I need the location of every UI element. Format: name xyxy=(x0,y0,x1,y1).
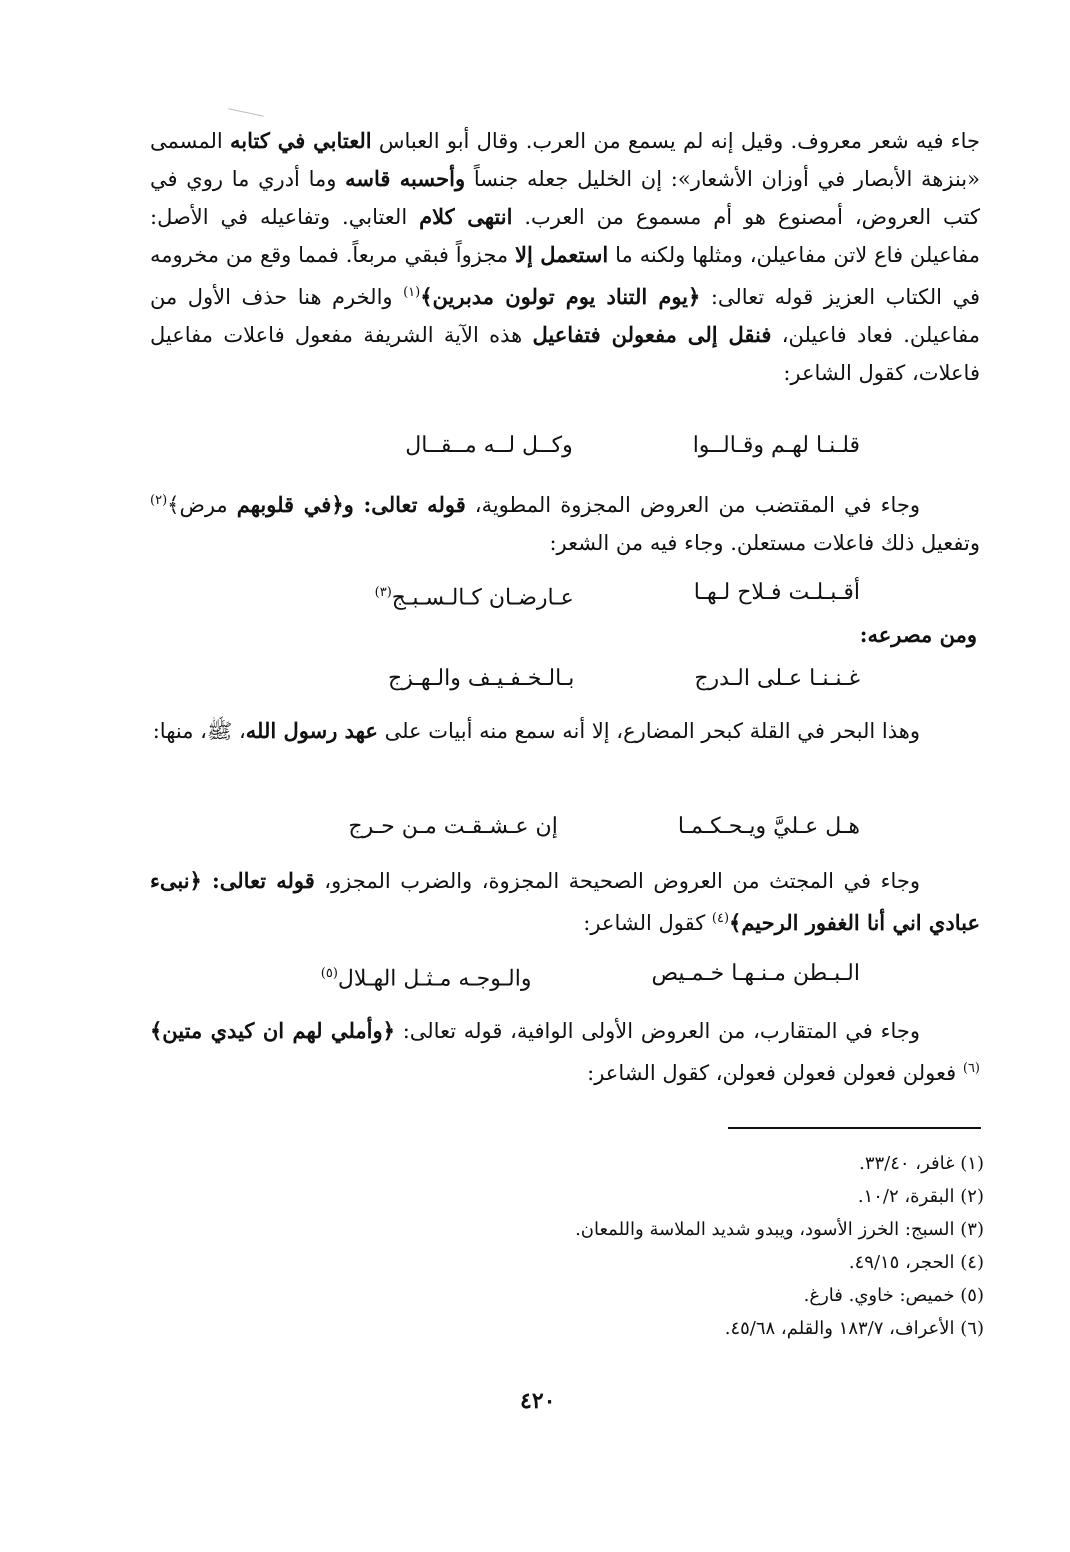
quran-quote: ﴿وأملي لهم ان كيدي متين﴾ xyxy=(150,1018,395,1043)
quran-quote: قوله تعالى: و﴿في قلوبهم xyxy=(236,492,466,517)
text: جاء فيه شعر معروف. وقيل إنه لم يسمع من العرب. وقال أبو العباس xyxy=(371,129,981,153)
section-label: ومن مصرعه: xyxy=(859,622,977,647)
text: وهذا البحر في القلة كبحر المضارع، إلا أنه سمع منه أبيات على xyxy=(377,719,920,743)
footnote-2: (٢) البقرة، ١٠/٢. xyxy=(857,1186,984,1207)
paragraph-2 xyxy=(150,482,980,562)
quran-quote: ﴿يوم التناد يوم تولون مدبرين﴾ xyxy=(420,284,701,309)
footnote-6: (٦) الأعراف، ١٨٣/٧ والقلم، ٤٥/٦٨. xyxy=(724,1318,984,1339)
verse-3 xyxy=(388,660,860,698)
footnotes-list xyxy=(184,1147,984,1345)
footnote-ref: (٢) xyxy=(150,493,168,508)
verse-2 xyxy=(375,574,860,617)
footnote-ref: (٦) xyxy=(962,1061,980,1076)
bold-text: انتهى كلام xyxy=(419,204,513,229)
text: كقول الشاعر: xyxy=(583,911,712,935)
verse-4 xyxy=(348,808,860,846)
text: وجاء في المتقارب، من العروض الأولى الوافية، قوله تعالى: xyxy=(394,1019,920,1043)
footnote-ref: (١) xyxy=(403,285,421,300)
verse-second-wrap xyxy=(375,574,574,617)
text: المسمى «بنزهة الأبصار في أوزان الأشعار»: إن الخليل جعله جنساً xyxy=(150,129,980,191)
bold-text: استعمل إلا xyxy=(515,242,609,267)
verse-first-hemistich: قلـنـا لهـم وقـالــوا xyxy=(692,433,860,458)
bold-text: وأحسبه قاسه xyxy=(345,166,466,191)
footnote-ref: (٣) xyxy=(374,585,392,600)
verse-first-hemistich: أقـبـلـت فـلاح لـهـا xyxy=(693,580,860,605)
footnote-1: (١) غافر، ٣٣/٤٠. xyxy=(859,1153,984,1174)
footnote-3: (٣) السبج: الخرز الأسود، ويبدو شديد الملاسة واللمعان. xyxy=(575,1219,984,1240)
verse-5 xyxy=(321,955,860,998)
verse-second-hemistich: والـوجـه مـثـل الهـلال xyxy=(337,966,532,992)
text: العتابي. وتفاعيله في الأصل: مفاعيلن فاع لاتن مفاعيلن، ومثلها ولكنه ما xyxy=(150,205,980,267)
paragraph-3 xyxy=(150,712,980,750)
verse-first-hemistich: هـل عـليَّ ويـحـكـمـا xyxy=(677,814,860,839)
footnote-ref: (٤) xyxy=(711,911,730,926)
paragraph-5 xyxy=(150,1012,980,1092)
scan-mark xyxy=(228,108,263,116)
quran-quote: قوله تعالى: ﴿نبىء عبادي اني أنا الغفور الرحيم﴾ xyxy=(150,868,980,935)
text: وجاء في المجتث من العروض الصحيحة المجزوة، والضرب المجزو، xyxy=(314,869,920,893)
text: فعولن فعولن فعولن فعولن، كقول الشاعر: xyxy=(587,1061,963,1085)
verse-first-hemistich: غـنـنـا عـلى الـدرج xyxy=(694,666,860,691)
paragraph-4 xyxy=(150,862,980,942)
text: مجزواً فبقي مربعاً. فمما وقع من مخرومه في الكتاب العزيز قوله تعالى: xyxy=(150,243,980,309)
verse-first-hemistich: الـبـطن مـنـهـا خـمـيص xyxy=(651,961,860,986)
verse-1 xyxy=(405,427,860,465)
text: مرض﴾ xyxy=(167,493,237,517)
footnote-ref: (٥) xyxy=(320,966,338,981)
verse-second-wrap xyxy=(321,955,532,998)
footnote-5: (٥) خميص: خاوي. فارغ. xyxy=(803,1285,984,1306)
bold-text: العتابي في كتابه xyxy=(230,128,372,153)
text: والخرم هنا حذف الأول من مفاعيلن. فعاد فاعيلن، xyxy=(150,285,980,347)
footnote-4: (٤) الحجر، ٤٩/١٥. xyxy=(848,1252,984,1273)
verse-second-hemistich: إن عـشـقـت مـن حـرج xyxy=(348,814,558,839)
text: وما أدري ما روي في كتب العروض، أمصنوع هو أم مسموع من العرب. xyxy=(150,167,980,229)
bold-text: عهد رسول الله xyxy=(245,718,378,743)
text: وجاء في المقتضب من العروض المجزوة المطوية، xyxy=(465,493,920,517)
text: وتفعيل ذلك فاعلات مستعلن. وجاء فيه من الشعر: xyxy=(549,531,980,555)
paragraph-1 xyxy=(150,122,980,392)
text: هذه الآية الشريفة مفعول فاعلات مفاعيل فاعلات، كقول الشاعر: xyxy=(150,323,980,385)
verse-second-hemistich: وكــل لــه مــقــال xyxy=(405,433,573,458)
bold-text: فنقل إلى مفعولن فتفاعيل xyxy=(532,322,772,347)
verse-second-hemistich: عـارضـان كـالـسـبـج xyxy=(391,585,574,611)
footnote-divider xyxy=(728,1127,981,1129)
text: ، ﷺ، منها: xyxy=(152,719,246,743)
verse-second-hemistich: بـالـخـفـيـف والـهـزج xyxy=(388,666,575,691)
page-number: ٤٢٠ xyxy=(520,1388,556,1414)
